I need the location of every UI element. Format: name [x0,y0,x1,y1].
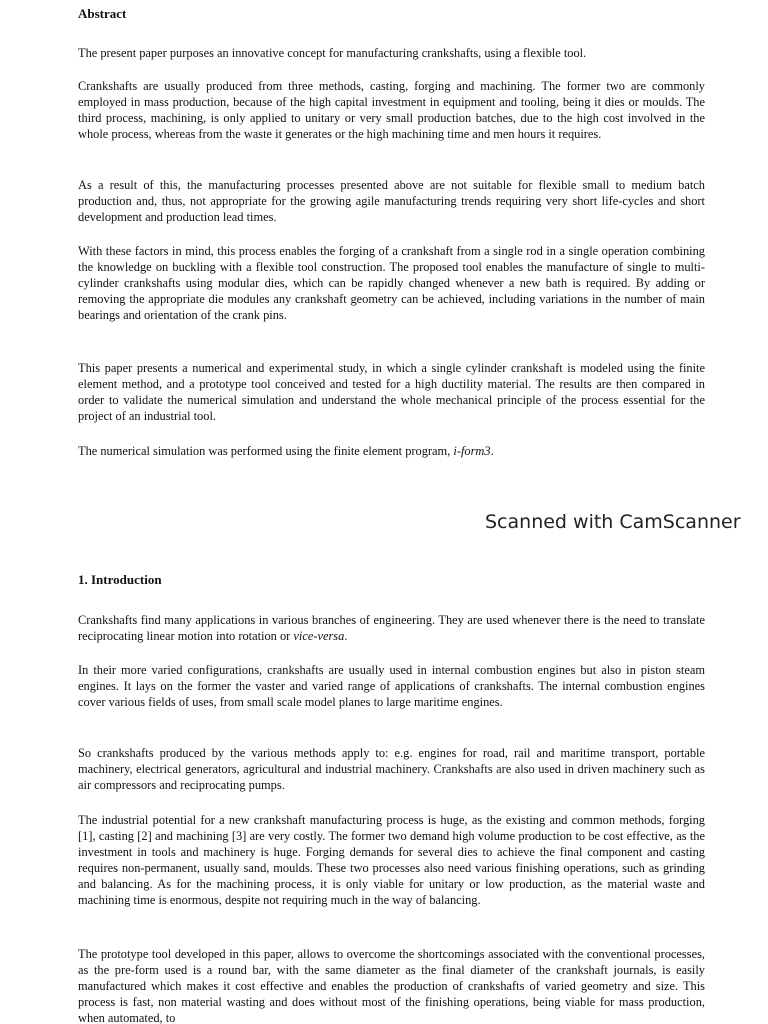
introduction-paragraph-2: In their more varied configurations, crankshafts are usually used in internal combustion engines but also in piston steam engines. It lays on the former the vaster and varied range of applications of crankshafts. The internal combustion engines cover various fields of uses, from small scale model planes to large maritime engines. [78,663,705,709]
abstract-paragraph-6-text: The numerical simulation was performed using the finite element program, [78,444,454,458]
abstract-paragraph-4: With these factors in mind, this process enables the forging of a crankshaft from a single rod in a single operation combining the knowledge on buckling with a flexible tool construction. The proposed tool enables the manufacture of single to multi-cylinder crankshafts using modular dies, which can be rapidly changed whenever a new bath is required. By adding or removing the appropriate die modules any crankshaft geometry can be achieved, including variations in the number of main bearings and orientation of the crank pins. [78,244,705,322]
abstract-paragraph-5: This paper presents a numerical and experimental study, in which a single cylinder crankshaft is modeled using the finite element method, and a prototype tool conceived and tested for a high ductility material. The results are then compared in order to validate the numerical simulation and understand the whole mechanical principle of the process essential for the project of an industrial tool. [78,361,705,423]
abstract-paragraph-6 [78,443,705,459]
camscanner-watermark: Scanned with CamScanner [485,511,741,533]
introduction-paragraph-5: The prototype tool developed in this paper, allows to overcome the shortcomings associated with the conventional processes, as the pre-form used is a round bar, with the same diameter as the final diameter of the crankshaft journals, is easily manufactured which makes it cost effective and enables the production of crankshafts of varied geometry and size. This process is fast, non material wasting and does without most of the finishing operations, being viable for mass production, when automated, to [78,947,705,1024]
program-name: i-form3 [453,444,491,458]
abstract-paragraph-6-end: . [490,444,494,458]
abstract-heading: Abstract [78,6,127,21]
introduction-paragraph-3: So crankshafts produced by the various methods apply to: e.g. engines for road, rail and maritime transport, portable machinery, electrical generators, agricultural and industrial machinery. Crankshafts are also used in driven machinery such as air compressors and reciprocating pumps. [78,746,705,792]
introduction-paragraph-1-end: . [344,629,348,643]
abstract-paragraph-3: As a result of this, the manufacturing processes presented above are not suitable for flexible small to medium batch production and, thus, not appropriate for the growing agile manufacturing trends requiring very short life-cycles and short development and production lead times. [78,178,705,224]
introduction-heading: 1. Introduction [78,572,162,587]
introduction-paragraph-1 [78,612,705,644]
introduction-paragraph-1-text: Crankshafts find many applications in various branches of engineering. They are used whenever there is the need to translate reciprocating linear motion into rotation or [78,613,705,643]
abstract-paragraph-1: The present paper purposes an innovative concept for manufacturing crankshafts, using a flexible tool. [78,46,587,60]
introduction-paragraph-4: The industrial potential for a new crankshaft manufacturing process is huge, as the existing and common methods, forging [1], casting [2] and machining [3] are very costly. The former two demand high volume production to be cost effective, as the investment in tools and machinery is huge. Forging demands for several dies to achieve the final component and casting requires non-permanent, usually sand, moulds. These two processes also need various finishing operations, such as grinding and balancing. As for the machining process, it is only viable for unitary or low production, as the material waste and machining time is enormous, despite not requiring much in the way of balancing. [78,813,705,907]
vice-versa-italic: vice-versa [293,629,345,643]
abstract-paragraph-2: Crankshafts are usually produced from three methods, casting, forging and machining. The former two are commonly employed in mass production, because of the high capital investment in equipment and tooling, being it dies or moulds. The third process, machining, is only applied to unitary or very small production batches, due to the high cost involved in the whole process, whereas from the waste it generates or the high machining time and men hours it requires. [78,79,705,141]
